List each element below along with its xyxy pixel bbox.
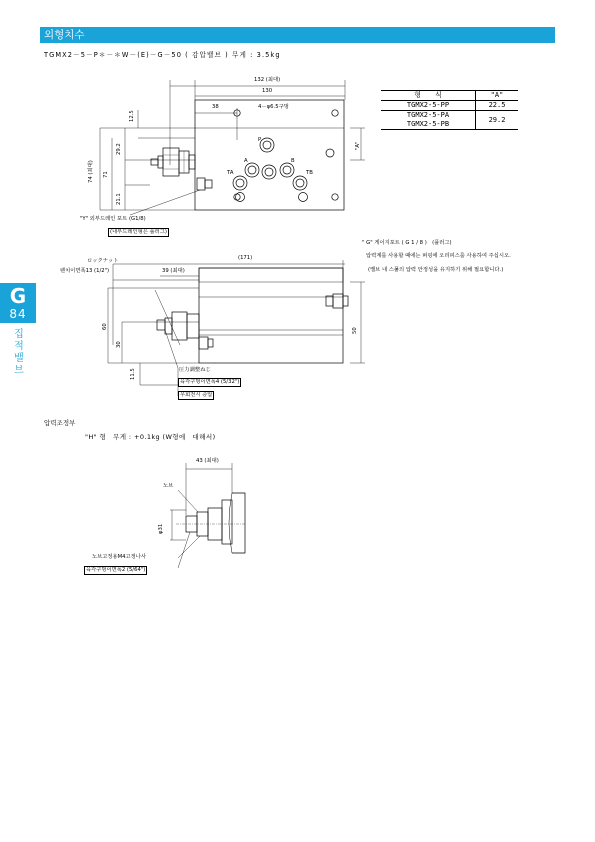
dim-130: 130 (262, 88, 273, 94)
dim-39: 39 (최대) (162, 268, 185, 274)
drain-note-2: (내부드레인형은 플러그) (110, 229, 167, 235)
section2-subtitle: "H" 형 무게 : +0.1kg (W형에 대해서) (85, 433, 216, 441)
holes-note: 4－φ6.5구멍 (258, 104, 289, 110)
knob-screw-label: 노브고정용M4고정나사 (92, 554, 146, 560)
port-tb: TB (306, 170, 313, 176)
table-cell-a: 22.5 (476, 101, 519, 111)
table-cell-model: TGMX2-5-PA (406, 111, 450, 119)
table-cell-model: TGMX2-5-PP (381, 101, 476, 111)
wrench-13-label: 렌치이면폭13 (1/2") (60, 268, 110, 274)
dim-171: (171) (238, 255, 253, 261)
drain-note: "Y" 외부드레인 포트 (G1/8) (80, 216, 146, 222)
table-header-model: 형 식 (381, 91, 476, 101)
hex2-label: 육각구멍이면폭2 (5/64") (86, 567, 146, 573)
dim-a: "A" (355, 141, 361, 150)
port-ta: TA (227, 170, 234, 176)
gauge-note-3: (밸브 내 스풀의 압력 안정성을 유지하기 위해 필요합니다.) (368, 267, 504, 273)
chapter-letter: G (9, 284, 27, 308)
valve-body-side (199, 268, 343, 363)
dim-30: 30 (116, 341, 122, 348)
table-cell-model: TGMX2-5-PB (381, 120, 476, 130)
valve-body-top (195, 100, 344, 210)
port-b: B (291, 158, 295, 164)
adjust-screw-label: 圧力調整ねじ (179, 367, 211, 373)
dim-74: 74 (최대) (88, 160, 94, 183)
table-cell-a: 29.2 (476, 111, 519, 130)
dim-71: 71 (103, 171, 109, 178)
dim-21-1: 21.1 (116, 193, 122, 205)
port-p: P (258, 137, 262, 143)
dim-31: φ31 (158, 523, 164, 534)
dim-29-2: 29.2 (116, 143, 122, 155)
model-line: TGMX2－5－P＊－＊W－(E)－G－50 ( 감압밸브 ) 무게 : 3.5kg (44, 51, 281, 59)
locknut-label: ロックナット (87, 258, 119, 264)
dim-60: 60 (102, 323, 108, 330)
clockwise-label: 우회전시 증압 (180, 392, 213, 398)
dim-12-5: 12.5 (129, 110, 135, 122)
chapter-category-label: 집적밸브 (14, 329, 24, 376)
section-title: 외형치수 (44, 29, 85, 41)
dim-43: 43 (최대) (196, 458, 219, 464)
page-number: 84 (9, 307, 27, 321)
dim-132: 132 (최대) (254, 77, 281, 83)
dim-50: 50 (352, 327, 358, 334)
gauge-note-2: 압력계를 사용할 때에는 퍼핑에 오리피스를 사용하여 주십시오. (366, 253, 511, 259)
section2-title: 압력조정부 (44, 419, 76, 427)
gauge-note: " G" 게이지포트 ( G 1 / 8 ) (플러그) (362, 240, 452, 246)
dim-38: 38 (212, 104, 219, 110)
table-header-a: "A" (476, 91, 519, 101)
hex4-label: 육각구멍이면폭4 (5/32") (180, 379, 240, 385)
knob-label: 노브 (163, 483, 174, 489)
dim-11-5: 11.5 (130, 368, 136, 380)
port-a: A (244, 158, 248, 164)
